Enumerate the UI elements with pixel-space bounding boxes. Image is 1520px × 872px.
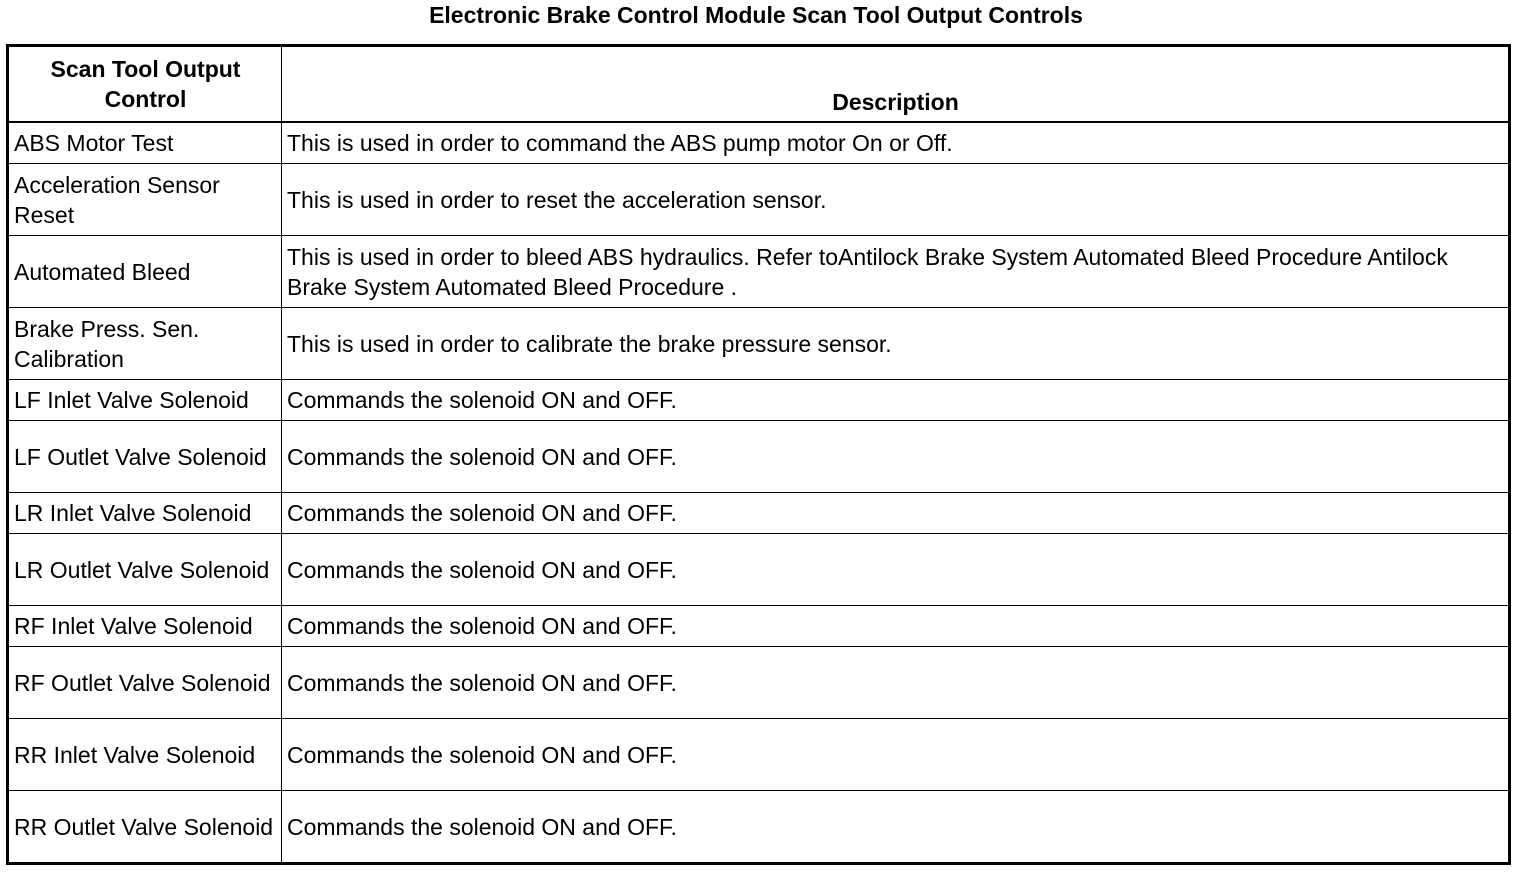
table-row [8,534,1510,606]
table-row [8,236,1510,308]
description-cell: This is used in order to calibrate the brake pressure sensor. [282,308,1510,380]
control-cell: LF Inlet Valve Solenoid [8,380,282,421]
description-cell: This is used in order to reset the acceleration sensor. [282,164,1510,236]
control-cell: LR Inlet Valve Solenoid [8,493,282,534]
control-cell: RR Inlet Valve Solenoid [8,719,282,791]
description-cell: Commands the solenoid ON and OFF. [282,380,1510,421]
table-row [8,719,1510,791]
table-row [8,606,1510,647]
header-description: Description [282,46,1510,123]
table-header-row [8,46,1510,123]
table-row [8,791,1510,864]
description-cell: Commands the solenoid ON and OFF. [282,719,1510,791]
table-row [8,421,1510,493]
description-cell: Commands the solenoid ON and OFF. [282,791,1510,864]
control-cell: Acceleration Sensor Reset [8,164,282,236]
description-cell: Commands the solenoid ON and OFF. [282,534,1510,606]
table-row [8,647,1510,719]
description-cell: Commands the solenoid ON and OFF. [282,647,1510,719]
page-title: Electronic Brake Control Module Scan Tool Output Controls [429,2,1083,28]
control-cell: RF Outlet Valve Solenoid [8,647,282,719]
table-row [8,308,1510,380]
control-cell: Brake Press. Sen. Calibration [8,308,282,380]
description-cell: Commands the solenoid ON and OFF. [282,421,1510,493]
control-cell: RF Inlet Valve Solenoid [8,606,282,647]
control-cell: LR Outlet Valve Solenoid [8,534,282,606]
control-cell: ABS Motor Test [8,122,282,164]
header-control: Scan Tool Output Control [8,46,282,123]
table-row [8,164,1510,236]
table-row [8,380,1510,421]
description-cell: This is used in order to bleed ABS hydraulics. Refer toAntilock Brake System Automated Bleed Procedure Antilock Brake System Automated Bleed Procedure . [282,236,1510,308]
description-cell: Commands the solenoid ON and OFF. [282,606,1510,647]
output-controls-table [6,44,1511,865]
description-cell: Commands the solenoid ON and OFF. [282,493,1510,534]
table-row [8,122,1510,164]
table-row [8,493,1510,534]
control-cell: Automated Bleed [8,236,282,308]
description-cell: This is used in order to command the ABS pump motor On or Off. [282,122,1510,164]
control-cell: LF Outlet Valve Solenoid [8,421,282,493]
control-cell: RR Outlet Valve Solenoid [8,791,282,864]
